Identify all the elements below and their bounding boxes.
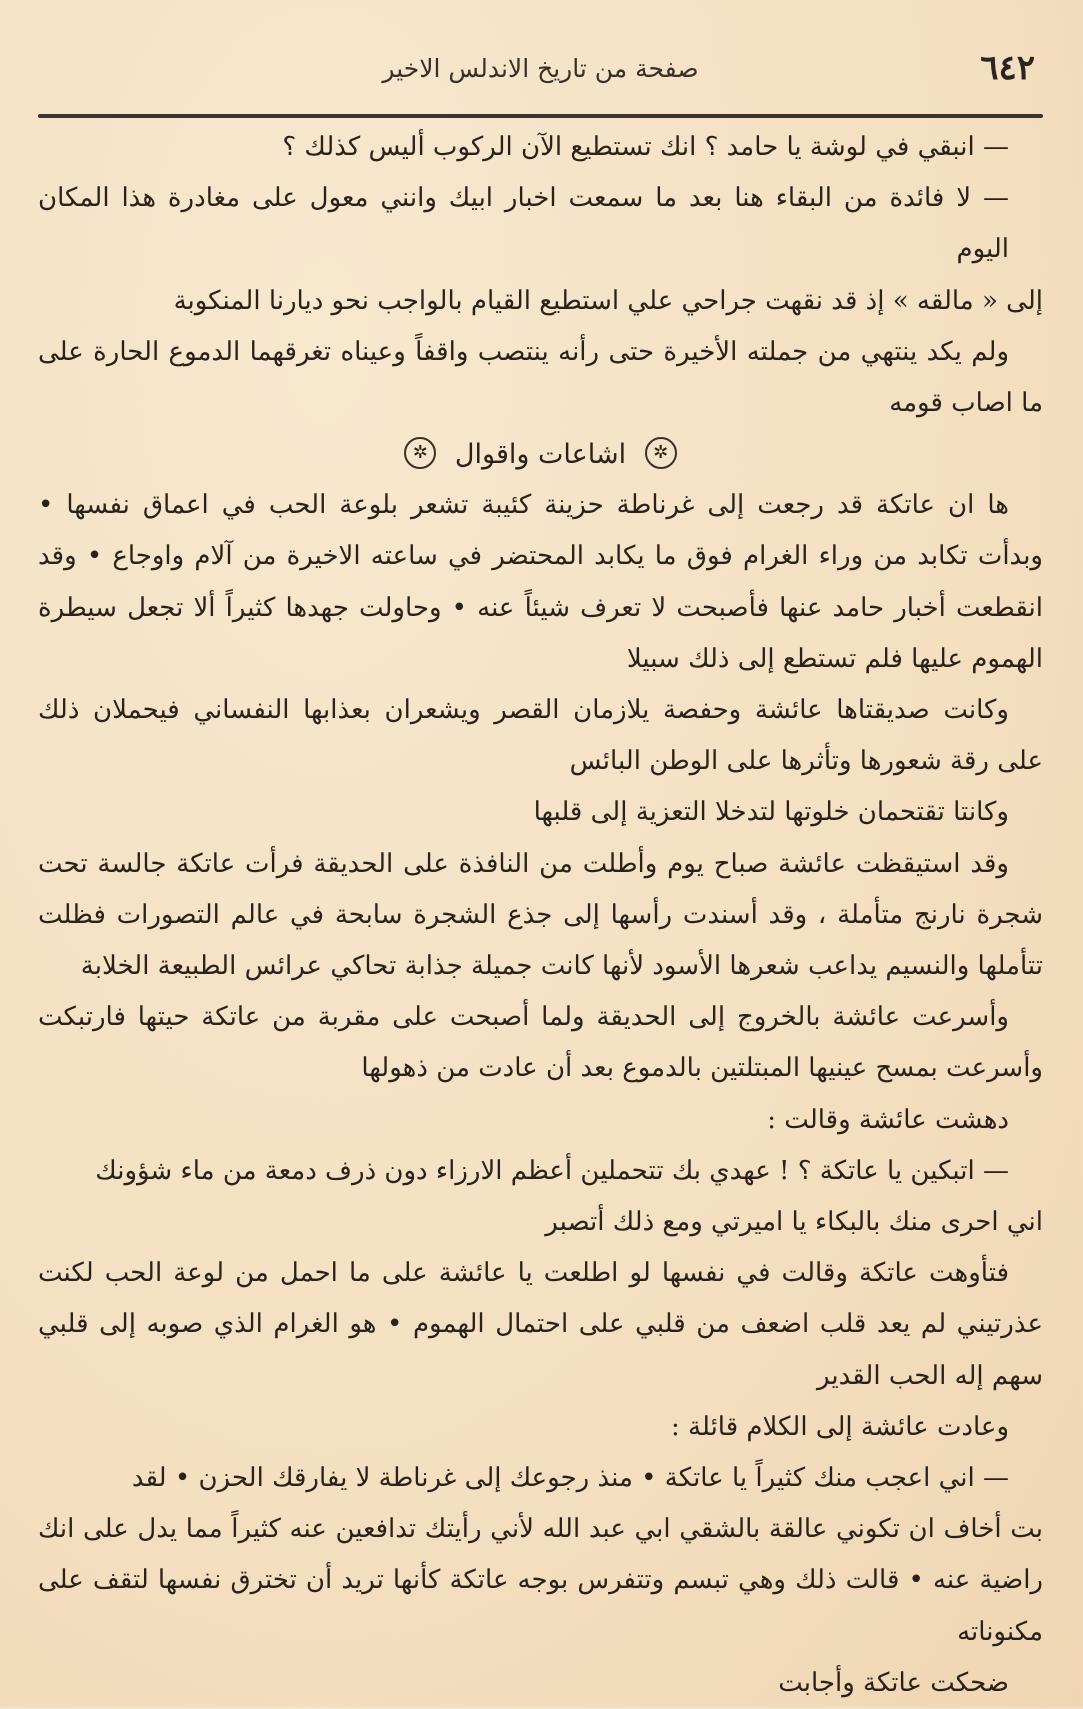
paragraph: ها ان عاتكة قد رجعت إلى غرناطة حزينة كئيبة تشعر بلوعة الحب في اعماق نفسها • وبدأت تكابد من وراء الغرام فوق ما يكابد المحتضر في ساعته الاخيرة من آلام واوجاع • وقد انقطعت أخبار حامد عنها فأصبحت لا تعرف شيئاً عنه • وحاولت جهدها كثيراً ألا تجعل سيطرة الهموم عليها فلم تستطع إلى ذلك سبيلا <box>38 490 1043 674</box>
paragraph: — اني اعجب منك كثيراً يا عاتكة • منذ رجوعك إلى غرناطة لا يفارقك الحزن • لقد <box>131 1463 1009 1494</box>
paragraph: اني احرى منك بالبكاء يا اميرتي ومع ذلك أتصبر <box>545 1207 1043 1238</box>
paragraph: وأسرعت عائشة بالخروج إلى الحديقة ولما أصبحت على مقربة من عاتكة حيتها فارتبكت وأسرعت بمسح عينيها المبتلتين بالدموع بعد أن عادت من ذهولها <box>38 1002 1043 1084</box>
page-header <box>38 38 1043 98</box>
section-heading-text: اشاعات واقوال <box>454 439 627 471</box>
section-heading <box>38 429 1043 480</box>
body-text <box>38 122 1043 1709</box>
page-number: ٦٤٢ <box>980 48 1035 88</box>
running-title: صفحة من تاريخ الاندلس الاخير <box>382 54 699 83</box>
paragraph: وعادت عائشة إلى الكلام قائلة : <box>671 1411 1009 1442</box>
paragraph: وقد استيقظت عائشة صباح يوم وأطلت من النافذة على الحديقة فرأت عاتكة جالسة تحت شجرة نارنج متأملة ، وقد أسندت رأسها إلى جذع الشجرة سابحة في عالم التصورات فظلت تتأملها والنسيم يداعب شعرها الأسود لأنها كانت جميلة جذابة تحاكي عرائس الطبيعة الخلابة <box>38 848 1043 982</box>
paragraph: ضحكت عاتكة وأجابت <box>778 1667 1009 1698</box>
paragraph: — اتبكين يا عاتكة ؟ ! عهدي بك تتحملين أعظم الارزاء دون ذرف دمعة من ماء شؤونك <box>95 1155 1009 1186</box>
ornament-icon: ✲ <box>404 437 436 469</box>
paragraph: — انبقي في لوشة يا حامد ؟ انك تستطيع الآن الركوب أليس كذلك ؟ <box>282 132 1009 162</box>
paragraph: فتأوهت عاتكة وقالت في نفسها لو اطلعت يا عائشة على ما احمل من لوعة الحب لكنت عذرتيني لم يعد قلب اضعف من قلبي على احتمال الهموم • هو الغرام الذي صوبه إلى قلبي سهم إله الحب القدير <box>38 1258 1043 1391</box>
paragraph: إلى « مالقه » إذ قد نقهت جراحي علي استطيع القيام بالواجب نحو ديارنا المنكوبة <box>173 285 1043 316</box>
paragraph: ولم يكد ينتهي من جملته الأخيرة حتى رأنه ينتصب واقفاً وعيناه تغرقهما الدموع الحارة على ما اصاب قومه <box>38 336 1043 419</box>
ornament-icon: ✲ <box>645 437 677 469</box>
book-page <box>38 38 1043 1698</box>
paragraph: — لا فائدة من البقاء هنا بعد ما سمعت اخبار ابيك وانني معول على مغادرة هذا المكان اليوم <box>38 183 1009 265</box>
paragraph: وكانت صديقتاها عائشة وحفصة يلازمان القصر ويشعران بعذابها النفساني فيحملان ذلك على رقة شعورها وتأثرها على الوطن البائس <box>38 695 1043 777</box>
paragraph: بت أخاف ان تكوني عالقة بالشقي ابي عبد الله لأني رأيتك تدافعين عنه كثيراً مما يدل على انك راضية عنه • قالت ذلك وهي تبسم وتتفرس بوجه عاتكة كأنها تريد أن تخترق نفسها لتقف على مكنوناته <box>38 1514 1043 1647</box>
header-rule <box>38 114 1043 118</box>
paragraph: وكانتا تقتحمان خلوتها لتدخلا التعزية إلى قلبها <box>533 797 1009 828</box>
paragraph: دهشت عائشة وقالت : <box>767 1104 1009 1135</box>
